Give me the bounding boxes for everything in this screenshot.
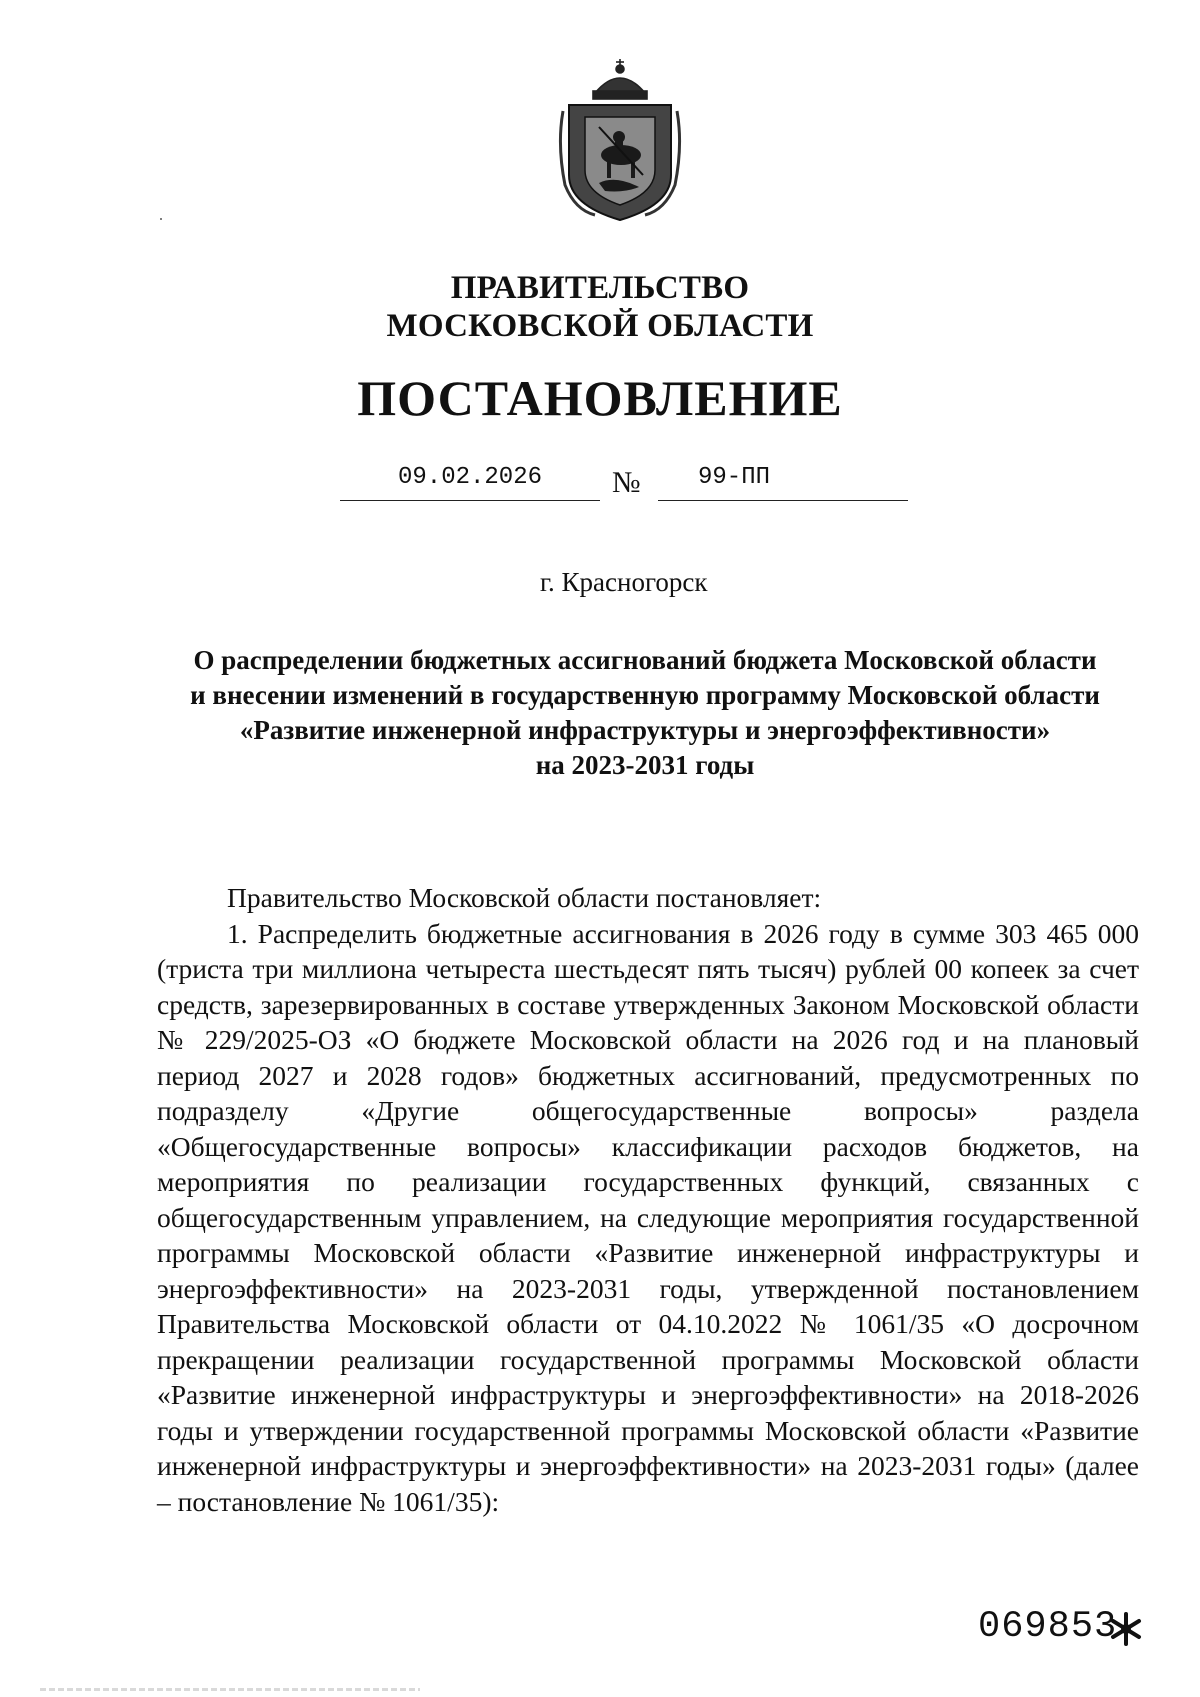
title-line: «Развитие инженерной инфраструктуры и энергоэффективности» [239, 715, 1051, 745]
scan-footer-strip [40, 1688, 420, 1691]
document-title [150, 643, 1140, 783]
number-sign: № [612, 466, 641, 499]
scan-speck [160, 218, 162, 220]
body-paragraph-1: 1. Распределить бюджетные ассигнования в 2026 году в сумме 303 465 000 (триста три миллиона четыреста шестьдесят пять тысяч) рублей 00 копеек за счет средств, зарезервированных в составе утвержденных Законом Московской области № 229/2025-ОЗ «О бюджете Московской области на 2026 год и на плановый период 2027 и 2028 годов» бюджетных ассигнований, предусмотренных по подразделу «Другие общегосударственные вопросы» раздела «Общегосударственные вопросы» классификации расходов бюджетов, на мероприятия по реализации государственных функций, связанных с общегосударственным управлением, на следующие мероприятия государственной программы Московской области «Развитие инженерной инфраструктуры и энергоэффективности» на 2023-2031 годы, утвержденной постановлением Правительства Московской области от 04.10.2022 № 1061/35 «О досрочном прекращении реализации государственной программы Московской области «Развитие инженерной инфраструктуры и энергоэффективности» на 2018-2026 годы и утверждении государственной программы Московской области «Развитие инженерной инфраструктуры и энергоэффективности» на 2023-2031 годы» (далее – постановление № 1061/35): [157, 917, 1139, 1517]
body-lead: Правительство Московской области постановляет: [227, 882, 822, 913]
government-name-line1: ПРАВИТЕЛЬСТВО [450, 270, 750, 306]
document-type-heading: ПОСТАНОВЛЕНИЕ [357, 370, 843, 426]
government-name-line2: МОСКОВСКОЙ ОБЛАСТИ [386, 308, 814, 344]
document-date: 09.02.2026 [340, 462, 600, 501]
document-body [157, 880, 1139, 1519]
title-line: на 2023-2031 годы [535, 750, 755, 780]
registration-row [340, 462, 905, 506]
title-line: О распределении бюджетных ассигнований бюджета Московской области [193, 645, 1097, 675]
issue-city: г. Красногорск [540, 567, 708, 597]
title-line: и внесении изменений в государственную программу Московской области [190, 680, 1100, 710]
document-number: 99-ПП [658, 462, 908, 501]
coat-of-arms-icon [555, 55, 685, 225]
asterisk-star-icon [1108, 1611, 1144, 1647]
stamp-number: 069853 [978, 1606, 1118, 1648]
